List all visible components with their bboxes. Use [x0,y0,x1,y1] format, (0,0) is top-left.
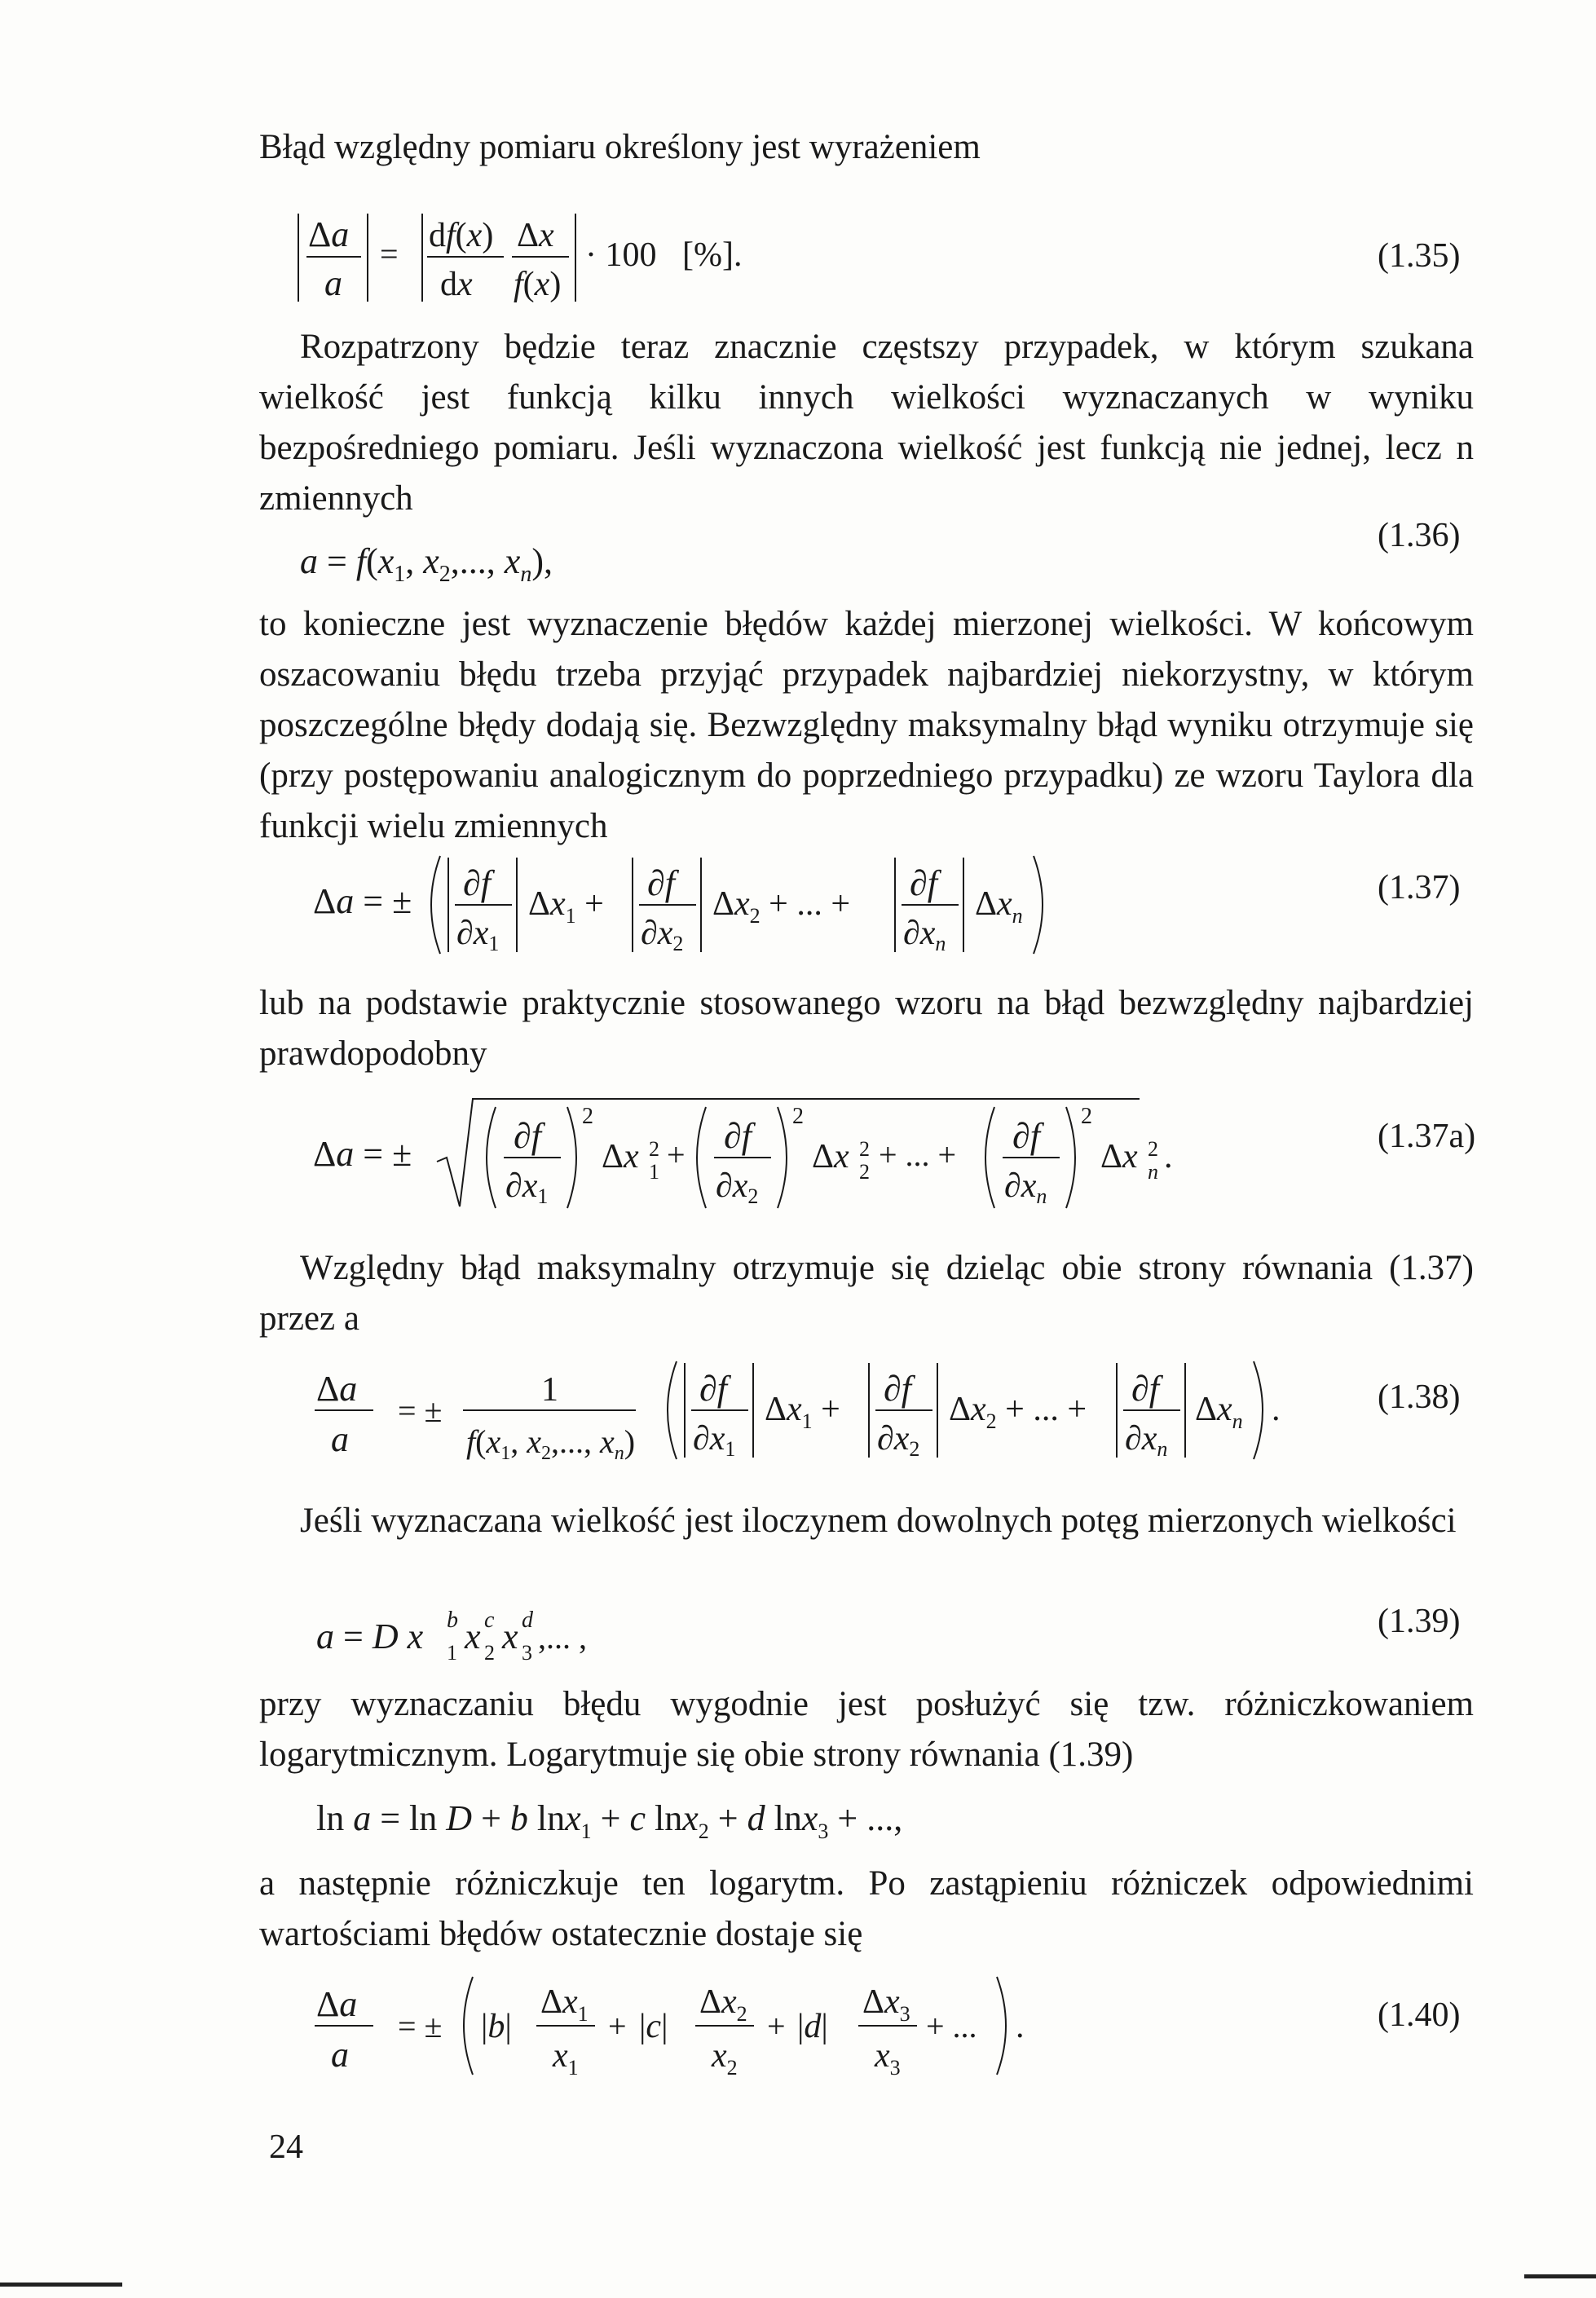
svg-text:a = f(x1, x2,..., xn),: $a = f(x_1$, $x_2$,..., $x_n$), [300,541,553,587]
svg-text:ln a = ln D + b lnx1 + c lnx2: ln a = ln D + b lnx$_1$ + c lnx$_2$ + d lnx$_3$ + ..., [316,1798,903,1843]
svg-text:f(x1, x2,..., xn): $f(x_1$, $x_2$,..., $x_n$) [466,1423,636,1464]
svg-text:1: 1 [447,1641,457,1665]
svg-text:∂f: ∂f [884,1369,911,1409]
equation-1-39 [259,1598,1482,1671]
equation-1-35-svg [259,204,830,310]
svg-text:2: 2 [859,1137,870,1161]
svg-text:|b|: |b| [481,2008,512,2045]
svg-text:∂x2: ∂x2 [716,1167,759,1208]
svg-text:∂x1: ∂x1 [456,915,500,955]
equation-1-37-svg [259,848,1156,962]
svg-text:2: 2 [1081,1104,1092,1129]
svg-text:∂f: ∂f [910,863,937,903]
svg-text:= ±: = ± [398,1392,443,1429]
svg-text:+: + [667,1136,686,1173]
svg-text:1: 1 [541,1371,558,1409]
svg-text:+ ...: + ... [926,2008,977,2044]
svg-text:x: x [502,1617,518,1656]
paragraph-7: przy wyznaczaniu błędu wygodnie jest posłużyć się tzw. różniczkowaniem logarytmicznym. Logarytmuje się obie strony równania (1.39) [259,1685,1474,1774]
svg-text:.: . [1164,1138,1173,1175]
svg-text:1: 1 [649,1160,659,1184]
equation-number-1-37a: (1.37a) [1378,1118,1476,1155]
svg-text:+ ... +: + ... + [879,1136,957,1173]
svg-text:df(x): df(x) [429,217,494,254]
svg-text:2: 2 [1148,1137,1158,1161]
equation-1-36-svg [259,534,748,599]
paragraph-1: Błąd względny pomiaru określony jest wyrażeniem [259,128,981,166]
svg-text:x: x [465,1617,481,1656]
svg-text:.: . [1016,2008,1025,2045]
svg-text:Δa: Δa [316,1984,358,2024]
equation-number-1-39: (1.39) [1378,1603,1461,1640]
svg-text:|d|: |d| [797,2008,828,2045]
svg-text:Δx: Δx [602,1138,639,1175]
equation-number-1-35: (1.35) [1378,237,1461,275]
svg-text:∂f: ∂f [1131,1369,1159,1409]
paragraph-8: a następnie różniczkuje ten logarytm. Po zastąpieniu różniczek odpowiednimi wartościami błędów ostatecznie dostaje się [259,1864,1474,1953]
equation-number-1-37: (1.37) [1378,869,1461,906]
equation-1-40 [259,1969,1482,2083]
svg-text:Δxn: $\Delta x_n$ [975,885,1023,928]
svg-text:∂f: ∂f [514,1116,541,1156]
svg-text:|c|: |c| [639,2008,668,2045]
svg-text:2: 2 [649,1137,659,1161]
svg-text:a = D x: a = D x [316,1617,424,1656]
svg-text:Δx2 + ... +: $\Delta x_2$ + ... + [949,1391,1087,1433]
scan-edge-bottom-left [0,2283,122,2287]
svg-text:Δx: Δx [812,1138,849,1175]
svg-text:∂f: ∂f [699,1369,727,1409]
svg-text:c: c [484,1608,495,1633]
svg-text:2: 2 [582,1104,593,1129]
svg-text:3: 3 [522,1641,532,1665]
svg-text:x2: $x_2$ [712,2037,738,2080]
equation-1-36 [259,534,1482,599]
svg-text:a: a [331,1419,349,1459]
svg-text:+: + [608,2008,627,2044]
svg-text:Δx2: $\Delta x_2$ [699,1983,747,2026]
svg-text:∂f: ∂f [647,863,675,903]
svg-text:Δa = ±: Δa = ± [313,881,412,921]
svg-text:2: 2 [484,1641,495,1665]
equation-number-1-40: (1.40) [1378,1996,1461,2034]
svg-text:Δa = ±: Δa = ± [313,1134,412,1174]
svg-text:∂x2: ∂x2 [877,1420,920,1461]
svg-text:+: + [767,2008,786,2044]
svg-text:a: a [324,263,342,303]
svg-text:.: . [1272,1391,1281,1428]
svg-text:= ±: = ± [398,2008,443,2044]
svg-text:x1: $x_1$ [553,2037,579,2080]
svg-text:f(x): f(x) [514,266,562,303]
svg-text:∂xn: ∂xn [903,915,946,955]
equation-number-1-38: (1.38) [1378,1378,1461,1416]
equation-1-37a-svg [259,1084,1197,1215]
svg-text:Δa: Δa [316,1369,358,1409]
paragraph-5: Względny błąd maksymalny otrzymuje się dzieląc obie strony równania (1.37) przez a [259,1249,1474,1338]
svg-text:b: b [447,1608,458,1633]
svg-text:dx: dx [440,266,473,303]
svg-text:2: 2 [859,1160,870,1184]
svg-text:∂xn: ∂xn [1004,1167,1047,1208]
svg-text:Δx1 +: $\Delta x_1$ + [765,1391,840,1433]
svg-text:Δx: Δx [517,217,554,254]
svg-text:∂f: ∂f [1012,1116,1040,1156]
svg-text:Δx: Δx [1100,1138,1138,1175]
equation-1-40-svg [259,1969,1074,2083]
equation-1-37 [259,848,1482,962]
svg-text:d: d [522,1608,533,1633]
svg-text:n: n [1148,1160,1158,1184]
equation-1-35 [259,204,1482,310]
svg-text:Δx1 +: $\Delta x_1$ + [528,885,604,928]
page-number: 24 [269,2128,303,2166]
svg-text:,... ,: ,... , [538,1619,587,1656]
svg-text:a: a [331,2035,349,2075]
equation-1-38 [259,1353,1482,1467]
svg-text:∂x1: ∂x1 [505,1167,549,1208]
equation-1-37a [259,1084,1482,1215]
svg-text:Δx2 + ... +: $\Delta x_2$ + ... + [712,885,851,928]
svg-text:∂xn: ∂xn [1125,1420,1168,1461]
svg-text:2: 2 [792,1104,804,1129]
svg-text:∂f: ∂f [463,863,491,903]
equation-ln-svg [259,1789,1074,1855]
svg-text:x3: $x_3$ [875,2037,901,2080]
svg-text:=: = [380,236,399,272]
svg-text:Δa: Δa [308,214,350,254]
paragraph-4: lub na podstawie praktycznie stosowanego wzoru na błąd bezwzględny najbardziej prawdopodobny [259,984,1474,1073]
equation-ln [259,1789,1482,1855]
paragraph-3: to konieczne jest wyznaczenie błędów każdej mierzonej wielkości. W końcowym oszacowaniu błędu trzeba przyjąć przypadek najbardziej niekorzystny, w którym poszczególne błędy dodają się. Bezwzględny maksymalny błąd wyniku otrzymuje się (przy postępowaniu analogicznym do poprzedniego przypadku) ze wzoru Taylora dla funkcji wielu zmiennych [259,605,1474,845]
equation-number-1-36: (1.36) [1378,517,1461,554]
svg-text:∂f: ∂f [724,1116,752,1156]
scan-edge-bottom-right [1524,2274,1596,2278]
paragraph-6: Jeśli wyznaczana wielkość jest iloczynem dowolnych potęg mierzonych wielkości [300,1502,1457,1540]
svg-text:Δx3: $\Delta x_3$ [862,1983,910,2026]
svg-text:· 100 [%].: · 100 [%]. [585,236,743,274]
equation-1-38-svg [259,1353,1319,1467]
svg-text:Δxn: $\Delta x_n$ [1195,1391,1243,1433]
paragraph-2: Rozpatrzony będzie teraz znacznie częstszy przypadek, w którym szukana wielkość jest funkcją kilku innych wielkości wyznaczanych w wyniku bezpośredniego pomiaru. Jeśli wyznaczona wielkość jest funkcją nie jednej, lecz n zmiennych [259,328,1474,518]
svg-text:Δx1: $\Delta x_1$ [540,1983,589,2026]
svg-text:∂x2: ∂x2 [641,915,684,955]
equation-1-39-svg [259,1598,830,1671]
svg-text:∂x1: ∂x1 [693,1420,736,1461]
